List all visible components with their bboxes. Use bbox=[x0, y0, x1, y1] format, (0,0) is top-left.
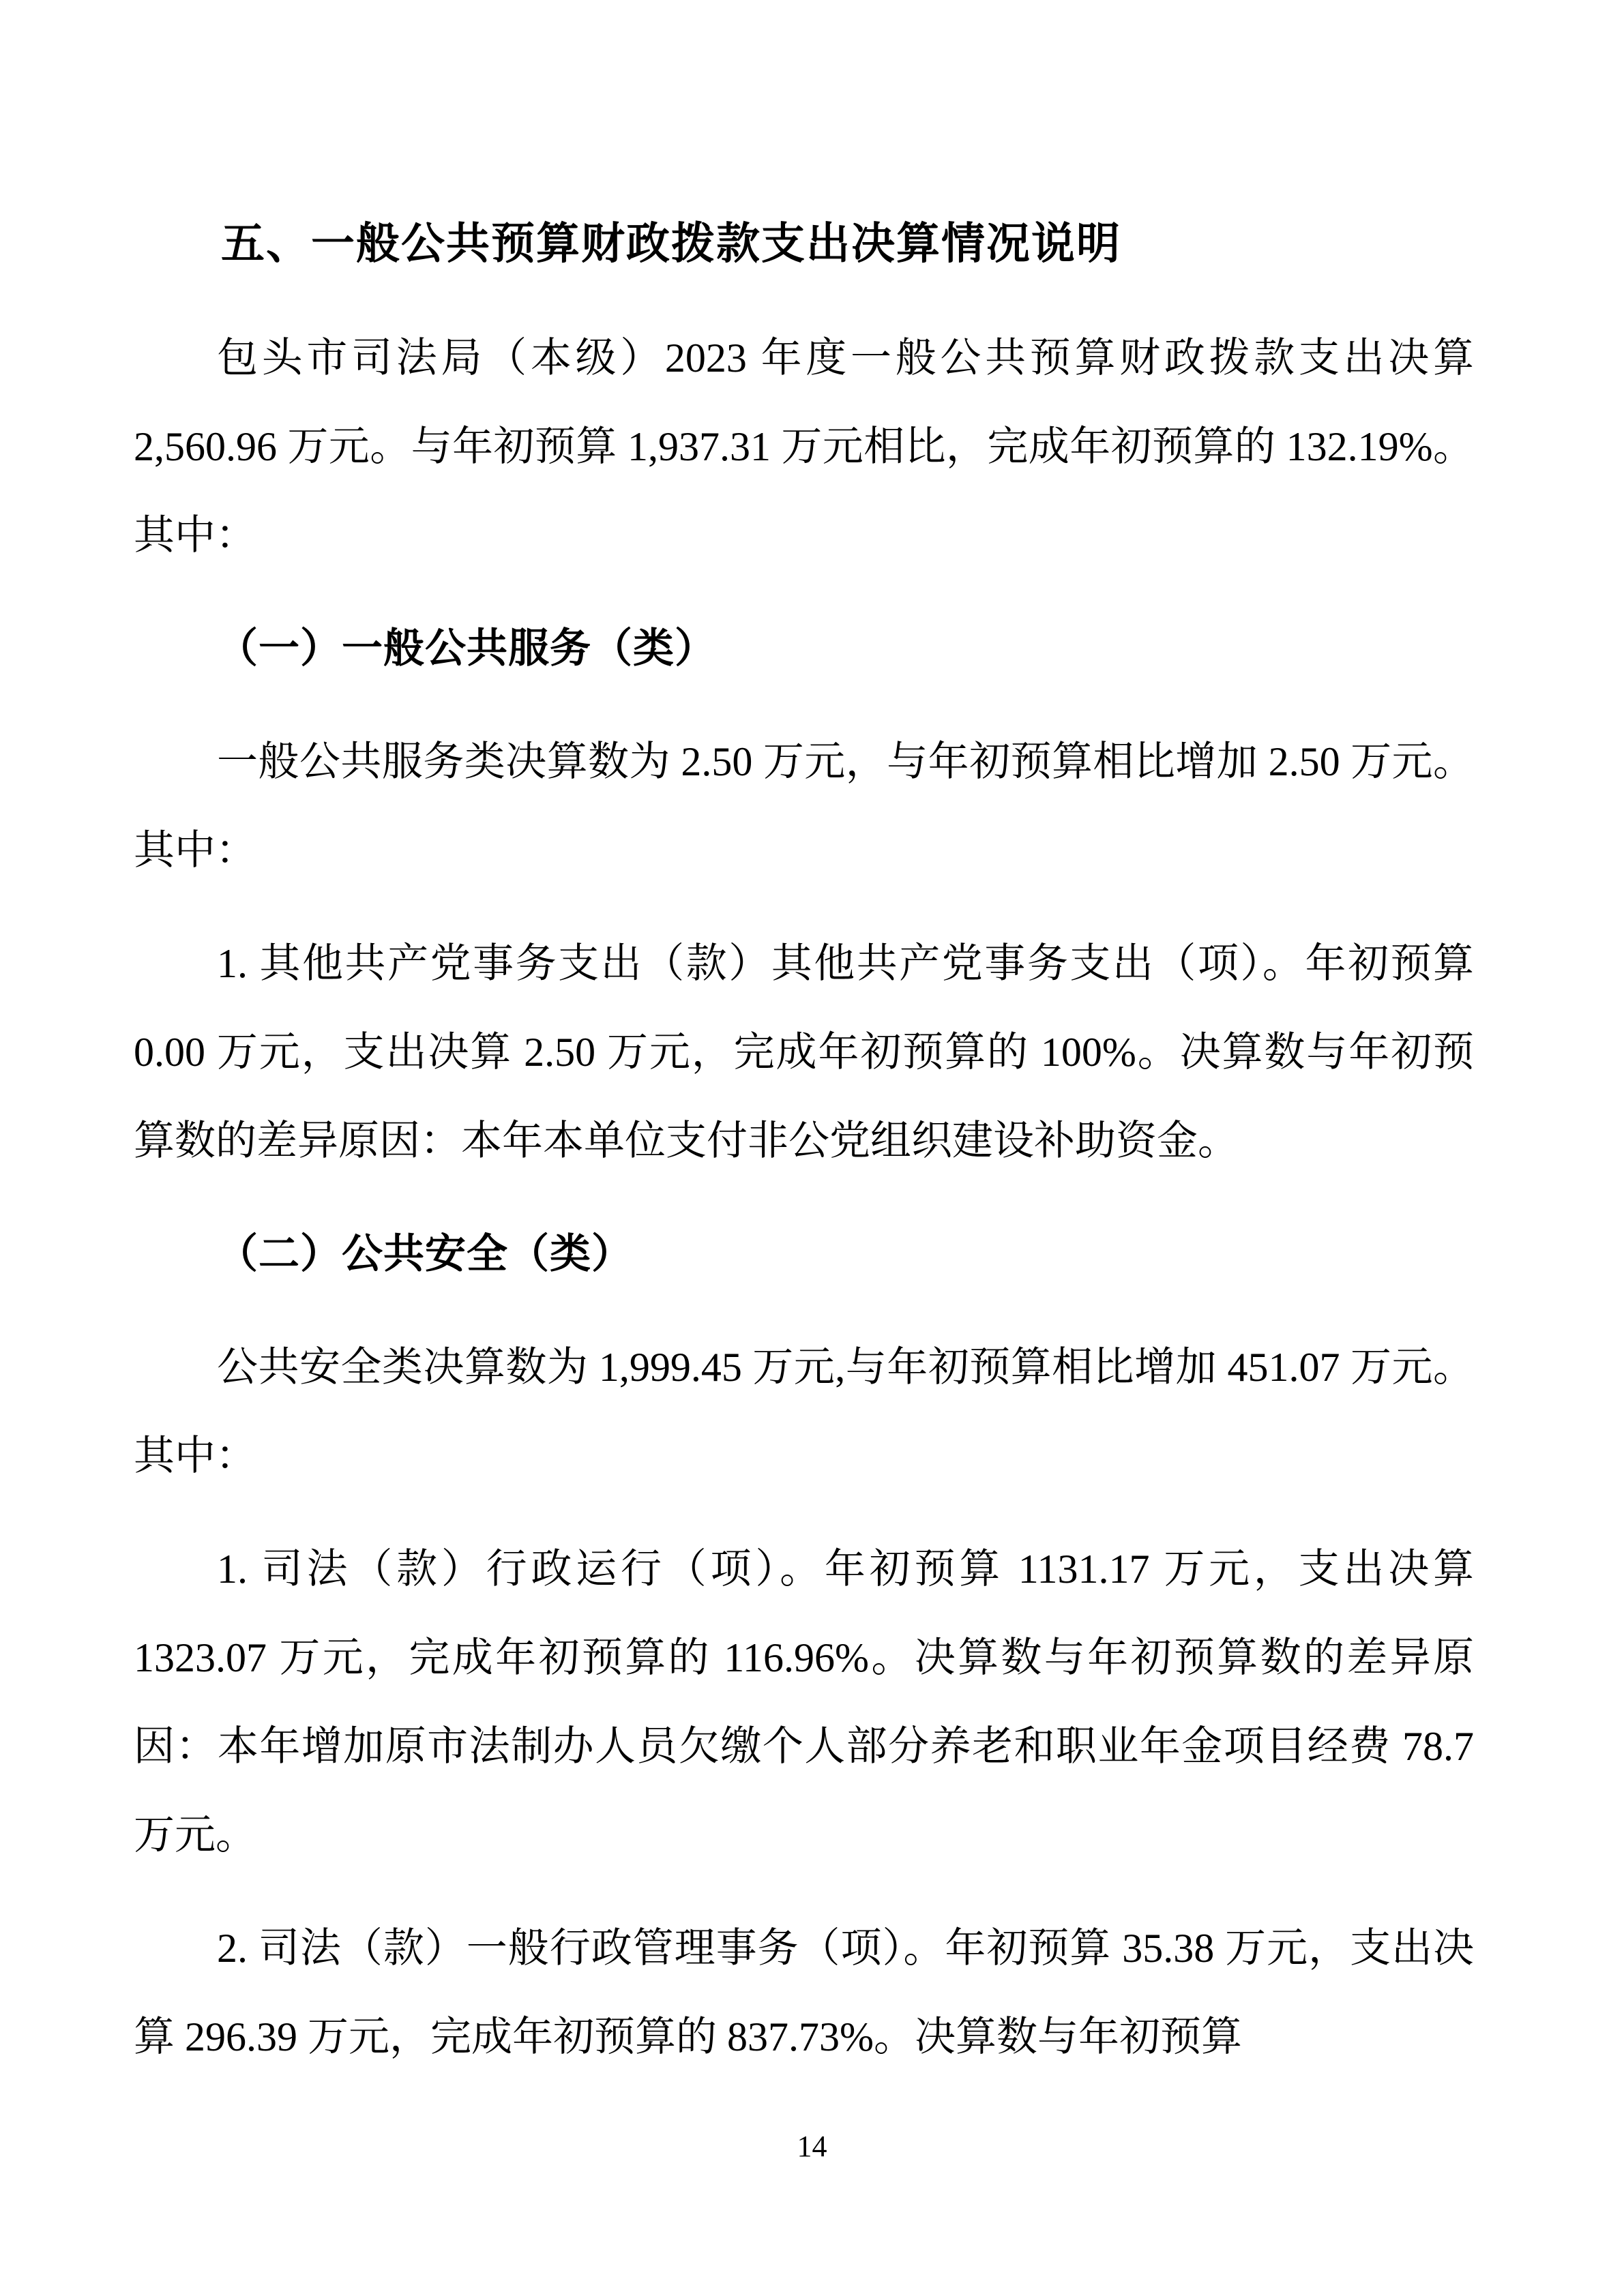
section-2-heading: （二）公共安全（类） bbox=[217, 1232, 633, 1277]
section-2-paragraph-3: 2. 司法（款）一般行政管理事务（项）。年初预算 35.38 万元，支出决算 296.39 万元，完成年初预算的 837.73%。决算数与年初预算 bbox=[134, 1926, 1474, 2059]
section-2-paragraph-2: 1. 司法（款）行政运行（项）。年初预算 1131.17 万元，支出决算 1323.07 万元，完成年初预算的 116.96%。决算数与年初预算数的差异原因：本年增加原市法制办人员欠缴个人部分养老和职业年金项目经费 78.7 万元。 bbox=[134, 1547, 1474, 1858]
section-1-paragraph-1: 一般公共服务类决算数为 2.50 万元，与年初预算相比增加 2.50 万元。其中： bbox=[134, 739, 1474, 873]
section-1-heading: （一）一般公共服务（类） bbox=[217, 626, 716, 671]
intro-paragraph: 包头市司法局（本级）2023 年度一般公共预算财政拨款支出决算 2,560.96 万元。与年初预算 1,937.31 万元相比，完成年初预算的 132.19%。其中： bbox=[134, 336, 1474, 558]
page-number: 14 bbox=[797, 2130, 827, 2163]
section-2-paragraph-1: 公共安全类决算数为 1,999.45 万元,与年初预算相比增加 451.07 万元。其中： bbox=[134, 1345, 1474, 1478]
section-1-paragraph-2: 1. 其他共产党事务支出（款）其他共产党事务支出（项）。年初预算 0.00 万元，支出决算 2.50 万元，完成年初预算的 100%。决算数与年初预算数的差异原因：本年本单位支付非公党组织建设补助资金。 bbox=[134, 941, 1474, 1163]
document-title: 五、一般公共预算财政拨款支出决算情况说明 bbox=[221, 220, 1121, 268]
